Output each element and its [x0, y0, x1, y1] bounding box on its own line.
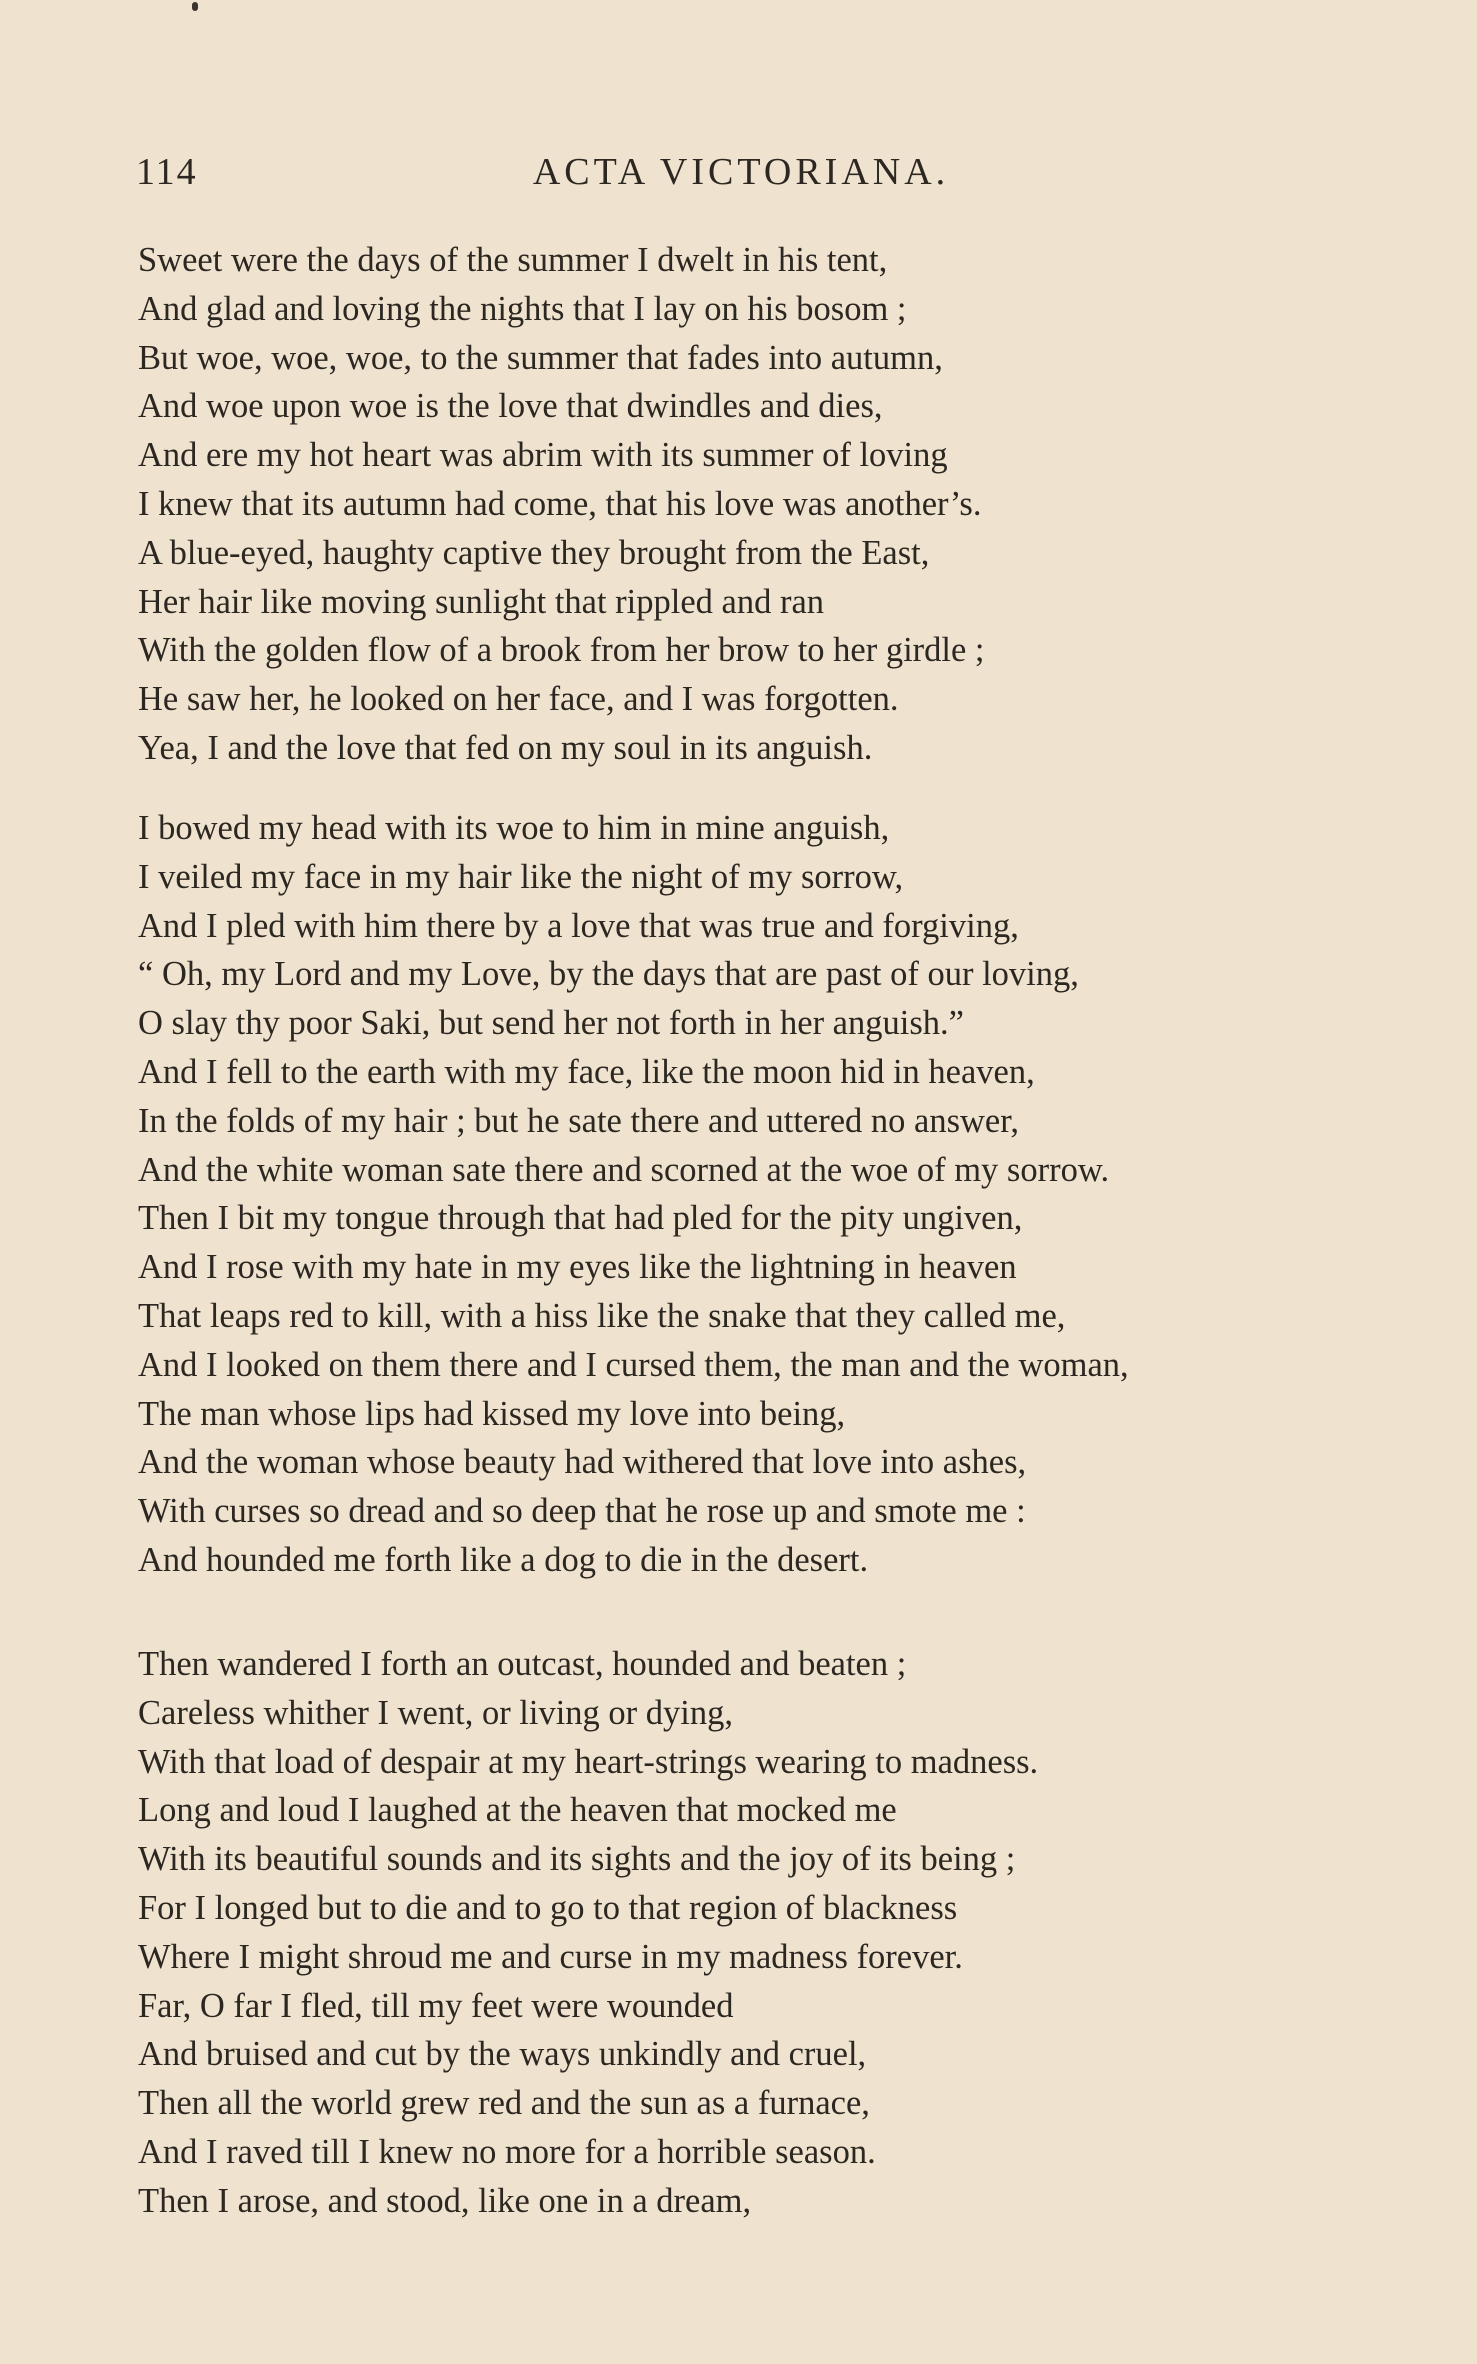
- poem-line: Then I arose, and stood, like one in a dream,: [138, 2181, 752, 2220]
- poem-line: A blue-eyed, haughty captive they brought from the East,: [138, 533, 930, 572]
- poem-line: In the folds of my hair ; but he sate there and uttered no answer,: [138, 1101, 1019, 1140]
- stanza: [138, 236, 1348, 773]
- poem-line: And I pled with him there by a love that was true and forgiving,: [138, 906, 1019, 945]
- poem-line: And the white woman sate there and scorned at the woe of my sorrow.: [138, 1150, 1110, 1189]
- poem-line: Sweet were the days of the summer I dwelt in his tent,: [138, 241, 888, 279]
- poem-line: With its beautiful sounds and its sights and the joy of its being ;: [138, 1840, 1016, 1879]
- poem-line: Yea, I and the love that fed on my soul in its anguish.: [138, 728, 873, 767]
- poem-line: And the woman whose beauty had withered that love into ashes,: [138, 1443, 1027, 1482]
- poem-line: I knew that its autumn had come, that his love was another’s.: [138, 484, 982, 523]
- poem-line: And I fell to the earth with my face, like the moon hid in heaven,: [138, 1052, 1035, 1091]
- stanza: [138, 1640, 1348, 2226]
- poem-line: With the golden flow of a brook from her brow to her girdle ;: [138, 631, 985, 670]
- poem-line: “ Oh, my Lord and my Love, by the days that are past of our loving,: [138, 955, 1079, 994]
- poem-line: Careless whither I went, or living or dying,: [138, 1693, 734, 1732]
- poem-line: Where I might shroud me and curse in my madness forever.: [138, 1937, 963, 1976]
- poem-line: And woe upon woe is the love that dwindles and dies,: [138, 387, 883, 426]
- poem-line: I veiled my face in my hair like the night of my sorrow,: [138, 857, 904, 896]
- poem-line: With curses so dread and so deep that he rose up and smote me :: [138, 1492, 1026, 1531]
- poem-line: Far, O far I fled, till my feet were wounded: [138, 1986, 734, 2025]
- poem-line: And glad and loving the nights that I lay on his bosom ;: [138, 289, 907, 328]
- poem-line: Then all the world grew red and the sun as a furnace,: [138, 2084, 870, 2123]
- ink-speck: [192, 2, 198, 11]
- poem-line: O slay thy poor Saki, but send her not forth in her anguish.”: [138, 1004, 964, 1043]
- stanza: [138, 804, 1348, 1585]
- poem-line: The man whose lips had kissed my love into being,: [138, 1394, 846, 1433]
- poem-line: And ere my hot heart was abrim with its summer of loving: [138, 436, 948, 475]
- poem-line: And I raved till I knew no more for a horrible season.: [138, 2132, 876, 2171]
- poem-line: Then wandered I forth an outcast, hounded and beaten ;: [138, 1645, 907, 1683]
- page-number: 114: [136, 151, 198, 193]
- poem-line: He saw her, he looked on her face, and I was forgotten.: [138, 680, 899, 719]
- page-header: [136, 150, 1346, 210]
- running-title: ACTA VICTORIANA.: [532, 151, 950, 193]
- poem-line: For I longed but to die and to go to that region of blackness: [138, 1888, 958, 1927]
- poem-line: And I rose with my hate in my eyes like the lightning in heaven: [138, 1248, 1017, 1287]
- poem-line: Her hair like moving sunlight that rippled and ran: [138, 582, 825, 621]
- poem-line: And I looked on them there and I cursed them, the man and the woman,: [138, 1345, 1129, 1384]
- poem-line: And hounded me forth like a dog to die in the desert.: [138, 1540, 869, 1579]
- poem-line: Long and loud I laughed at the heaven that mocked me: [138, 1791, 897, 1830]
- poem-line: And bruised and cut by the ways unkindly and cruel,: [138, 2035, 867, 2074]
- poem-line: That leaps red to kill, with a hiss like the snake that they called me,: [138, 1296, 1066, 1335]
- poem-line: With that load of despair at my heart-strings wearing to madness.: [138, 1742, 1039, 1781]
- poem-line: But woe, woe, woe, to the summer that fades into autumn,: [138, 338, 943, 377]
- poem-line: Then I bit my tongue through that had pled for the pity ungiven,: [138, 1199, 1023, 1238]
- poem-line: I bowed my head with its woe to him in mine anguish,: [138, 809, 890, 847]
